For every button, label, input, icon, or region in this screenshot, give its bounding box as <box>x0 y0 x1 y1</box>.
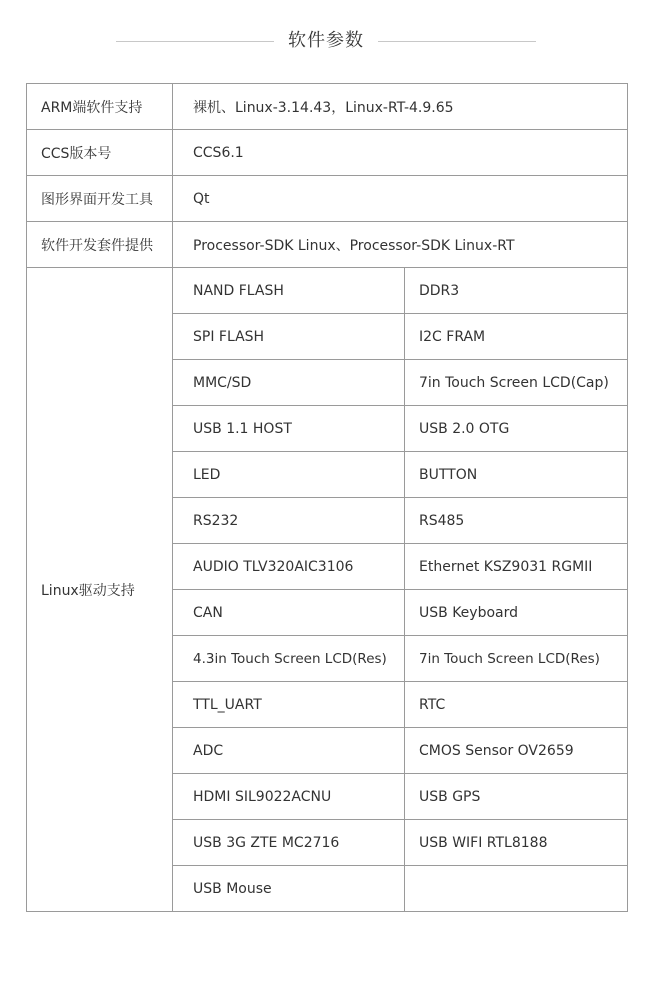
driver-item: LED <box>173 452 405 498</box>
driver-item: USB GPS <box>405 774 628 820</box>
driver-item: RS232 <box>173 498 405 544</box>
driver-item: USB Mouse <box>173 866 405 912</box>
driver-item: CAN <box>173 590 405 636</box>
driver-item: SPI FLASH <box>173 314 405 360</box>
driver-item: AUDIO TLV320AIC3106 <box>173 544 405 590</box>
driver-item: 7in Touch Screen LCD(Res) <box>405 636 628 682</box>
row-label-gui-tool: 图形界面开发工具 <box>27 176 173 222</box>
row-label-arm-software: ARM端软件支持 <box>27 84 173 130</box>
driver-item: RS485 <box>405 498 628 544</box>
driver-item: Ethernet KSZ9031 RGMII <box>405 544 628 590</box>
table-row <box>27 130 628 176</box>
row-value-arm-software: 裸机、Linux-3.14.43，Linux-RT-4.9.65 <box>173 84 628 130</box>
driver-item: ADC <box>173 728 405 774</box>
table-row <box>27 84 628 130</box>
driver-item: NAND FLASH <box>173 268 405 314</box>
section-header <box>0 0 652 84</box>
row-value-ccs-version: CCS6.1 <box>173 130 628 176</box>
driver-item: CMOS Sensor OV2659 <box>405 728 628 774</box>
driver-item: USB 2.0 OTG <box>405 406 628 452</box>
driver-item: USB Keyboard <box>405 590 628 636</box>
driver-item: I2C FRAM <box>405 314 628 360</box>
page-title: 软件参数 <box>288 30 364 51</box>
title-divider-left <box>116 41 274 42</box>
title-divider-right <box>378 41 536 42</box>
driver-item: BUTTON <box>405 452 628 498</box>
row-label-sdk: 软件开发套件提供 <box>27 222 173 268</box>
driver-item: HDMI SIL9022ACNU <box>173 774 405 820</box>
driver-item: USB WIFI RTL8188 <box>405 820 628 866</box>
driver-item: USB 3G ZTE MC2716 <box>173 820 405 866</box>
driver-item: DDR3 <box>405 268 628 314</box>
table-row <box>27 268 628 314</box>
driver-item: 7in Touch Screen LCD(Cap) <box>405 360 628 406</box>
software-spec-table <box>26 83 628 912</box>
row-label-linux-drivers: Linux驱动支持 <box>27 268 173 912</box>
driver-item-empty <box>405 866 628 912</box>
driver-item: RTC <box>405 682 628 728</box>
row-label-ccs-version: CCS版本号 <box>27 130 173 176</box>
table-row <box>27 176 628 222</box>
driver-item: TTL_UART <box>173 682 405 728</box>
row-value-sdk: Processor-SDK Linux、Processor-SDK Linux-RT <box>173 222 628 268</box>
table-row <box>27 222 628 268</box>
driver-item: USB 1.1 HOST <box>173 406 405 452</box>
driver-item: 4.3in Touch Screen LCD(Res) <box>173 636 405 682</box>
row-value-gui-tool: Qt <box>173 176 628 222</box>
driver-item: MMC/SD <box>173 360 405 406</box>
